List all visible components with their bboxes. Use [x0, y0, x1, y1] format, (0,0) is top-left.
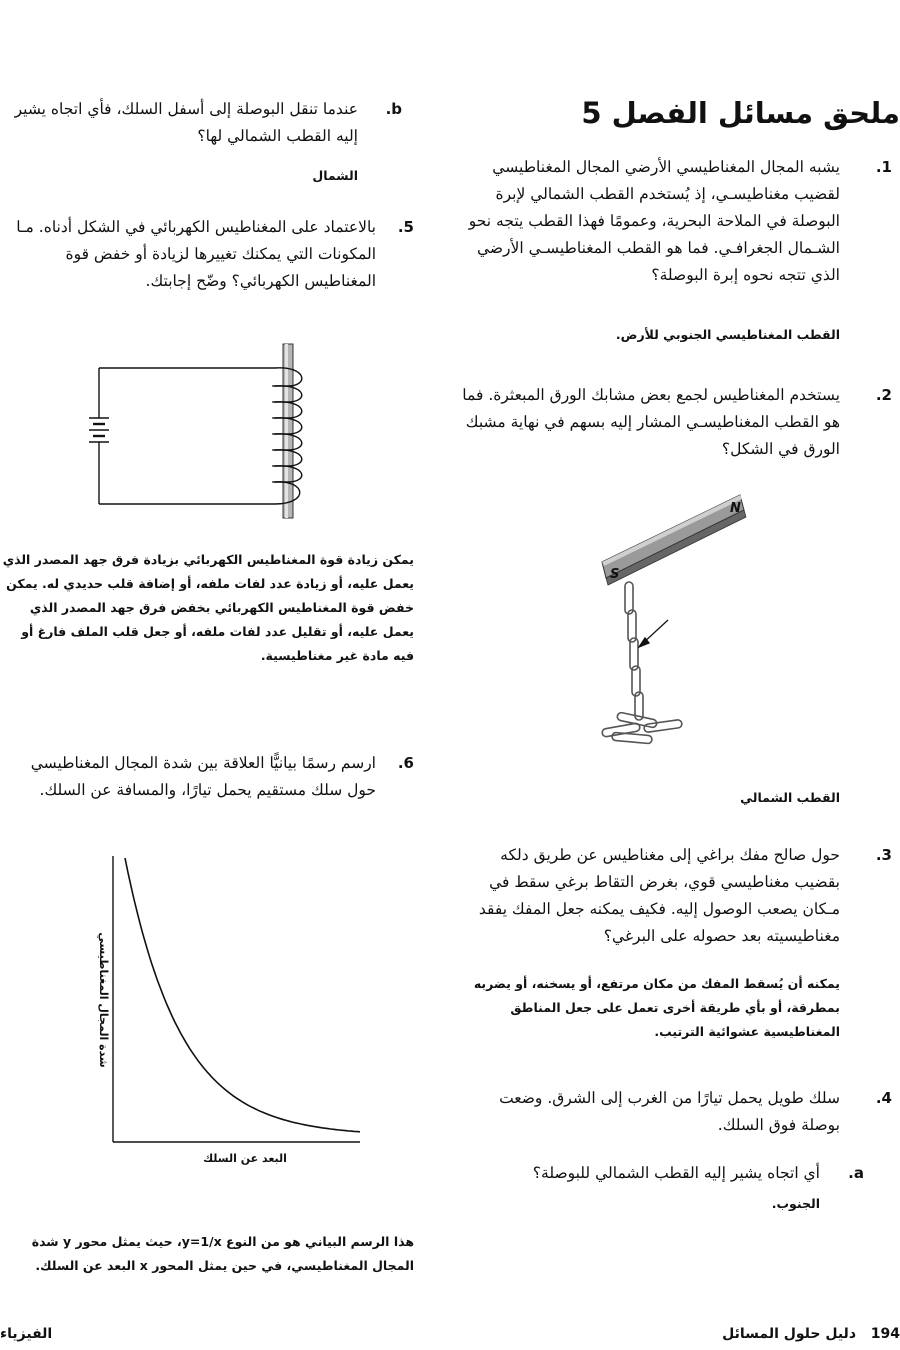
subquestion-label: .a: [848, 1164, 864, 1182]
answer-text: هذا الرسم البياني هو من النوع y=1/x، حيث يمثل محور y شدة المجال المغناطيسي، في حين يمثل المحور x البعد عن السلك.: [31, 1234, 414, 1273]
question-text: بالاعتماد على المغناطيس الكهربائي في الشكل أدناه. مـا المكونات التي يمكنك تغييرها لزيادة أو خفض قوة المغناطيس الكهربائي؟ وضّح إجابتك.: [16, 218, 376, 290]
answer-text: الجنوب.: [771, 1196, 820, 1211]
answer-text: القطب المغناطيسي الجنوبي للأرض.: [615, 327, 840, 342]
iron-core: [283, 344, 293, 518]
y-axis-label: شدة المجال المغناطيسي: [97, 932, 110, 1068]
subquestion-text: أي اتجاه يشير إليه القطب الشمالي للبوصلة؟: [532, 1164, 820, 1182]
question-text: يستخدم المغناطيس لجمع بعض مشابك الورق المبعثرة. فما هو القطب المغناطيسـي المشار إليه بسهم في نهاية مشبك الورق في الشكل؟: [462, 386, 840, 458]
magnet-paperclip-figure: [592, 490, 752, 755]
question-number: .5: [397, 218, 414, 236]
bar-magnet: [602, 495, 746, 585]
question-text: حول صالح مفك براغي إلى مغناطيس عن طريق دلكه بقضيب مغناطيسي قوي، بغرض التقاط برغي سقط في مـكان يصعب الوصول إليه. فكيف يمكنه جعل المفك يفقد مغناطيسيته بعد حصوله على البرغي؟: [478, 846, 840, 945]
question-number: .2: [875, 386, 892, 404]
answer-text: الشمال: [312, 168, 358, 183]
question-text: ارسم رسمًا بيانيًّا العلاقة بين شدة المجال المغناطيسي حول سلك مستقيم يحمل تيارًا، والمسافة عن السلك.: [30, 754, 376, 799]
footer-book-title: دليل حلول المسائل: [722, 1326, 856, 1342]
pole-label-n: N: [730, 501, 741, 516]
question-number: .1: [875, 158, 892, 176]
chapter-title: ملحق مسائل الفصل 5: [581, 96, 900, 130]
circuit-wires: [99, 368, 275, 504]
field-distance-graph: [70, 850, 370, 1170]
electromagnet-circuit-figure: [85, 340, 325, 520]
subquestion-text: عندما تنقل البوصلة إلى أسفل السلك، فأي اتجاه يشير إليه القطب الشمالي لها؟: [14, 100, 358, 145]
footer-page-number: 194: [870, 1326, 900, 1342]
battery-icon: [89, 418, 109, 442]
question-number: .3: [875, 846, 892, 864]
x-axis-label: البعد عن السلك: [203, 1152, 287, 1165]
answer-text: يمكن زيادة قوة المغناطيس الكهربائي بزيادة فرق جهد المصدر الذي يعمل عليه، أو زيادة عدد لفات ملفه، أو إضافة قلب حديدي له. يمكن خفض قوة المغناطيس الكهربائي بخفض فرق جهد المصدر الذي يعمل عليه، أو تقليل عدد لفات ملفه، أو جعل قلب الملف فارغ أو فيه مادة غير مغناطيسية.: [2, 552, 414, 663]
pole-label-s: S: [610, 567, 620, 582]
question-number: .6: [397, 754, 414, 772]
question-text: يشبه المجال المغناطيسي الأرضي المجال المغناطيسي لقضيب مغناطيسـي، إذ يُستخدم القطب الشمالي لإبرة البوصلة في الملاحة البحرية، وعمومًا فهذا القطب يتجه نحو الشـمال الجغرافـي. فما هو القطب المغناطيسـي الأرضي الذي تتجه نحوه إبرة البوصلة؟: [468, 158, 840, 284]
answer-text: يمكنه أن يُسقط المفك من مكان مرتفع، أو يسخنه، أو يضربه بمطرقة، أو بأي طريقة أخرى تعمل على جعل المناطق المغناطيسية عشوائية الترتيب.: [473, 976, 840, 1039]
inverse-curve: [125, 858, 360, 1132]
subquestion-label: .b: [385, 100, 402, 118]
question-text: سلك طويل يحمل تيارًا من الغرب إلى الشرق. وضعت بوصلة فوق السلك.: [499, 1089, 840, 1134]
question-number: .4: [875, 1089, 892, 1107]
paperclip-chain: [602, 582, 683, 744]
footer-subject: الفيزياء: [0, 1326, 53, 1342]
answer-text: القطب الشمالي: [740, 790, 840, 805]
pointer-arrow: [639, 620, 668, 647]
